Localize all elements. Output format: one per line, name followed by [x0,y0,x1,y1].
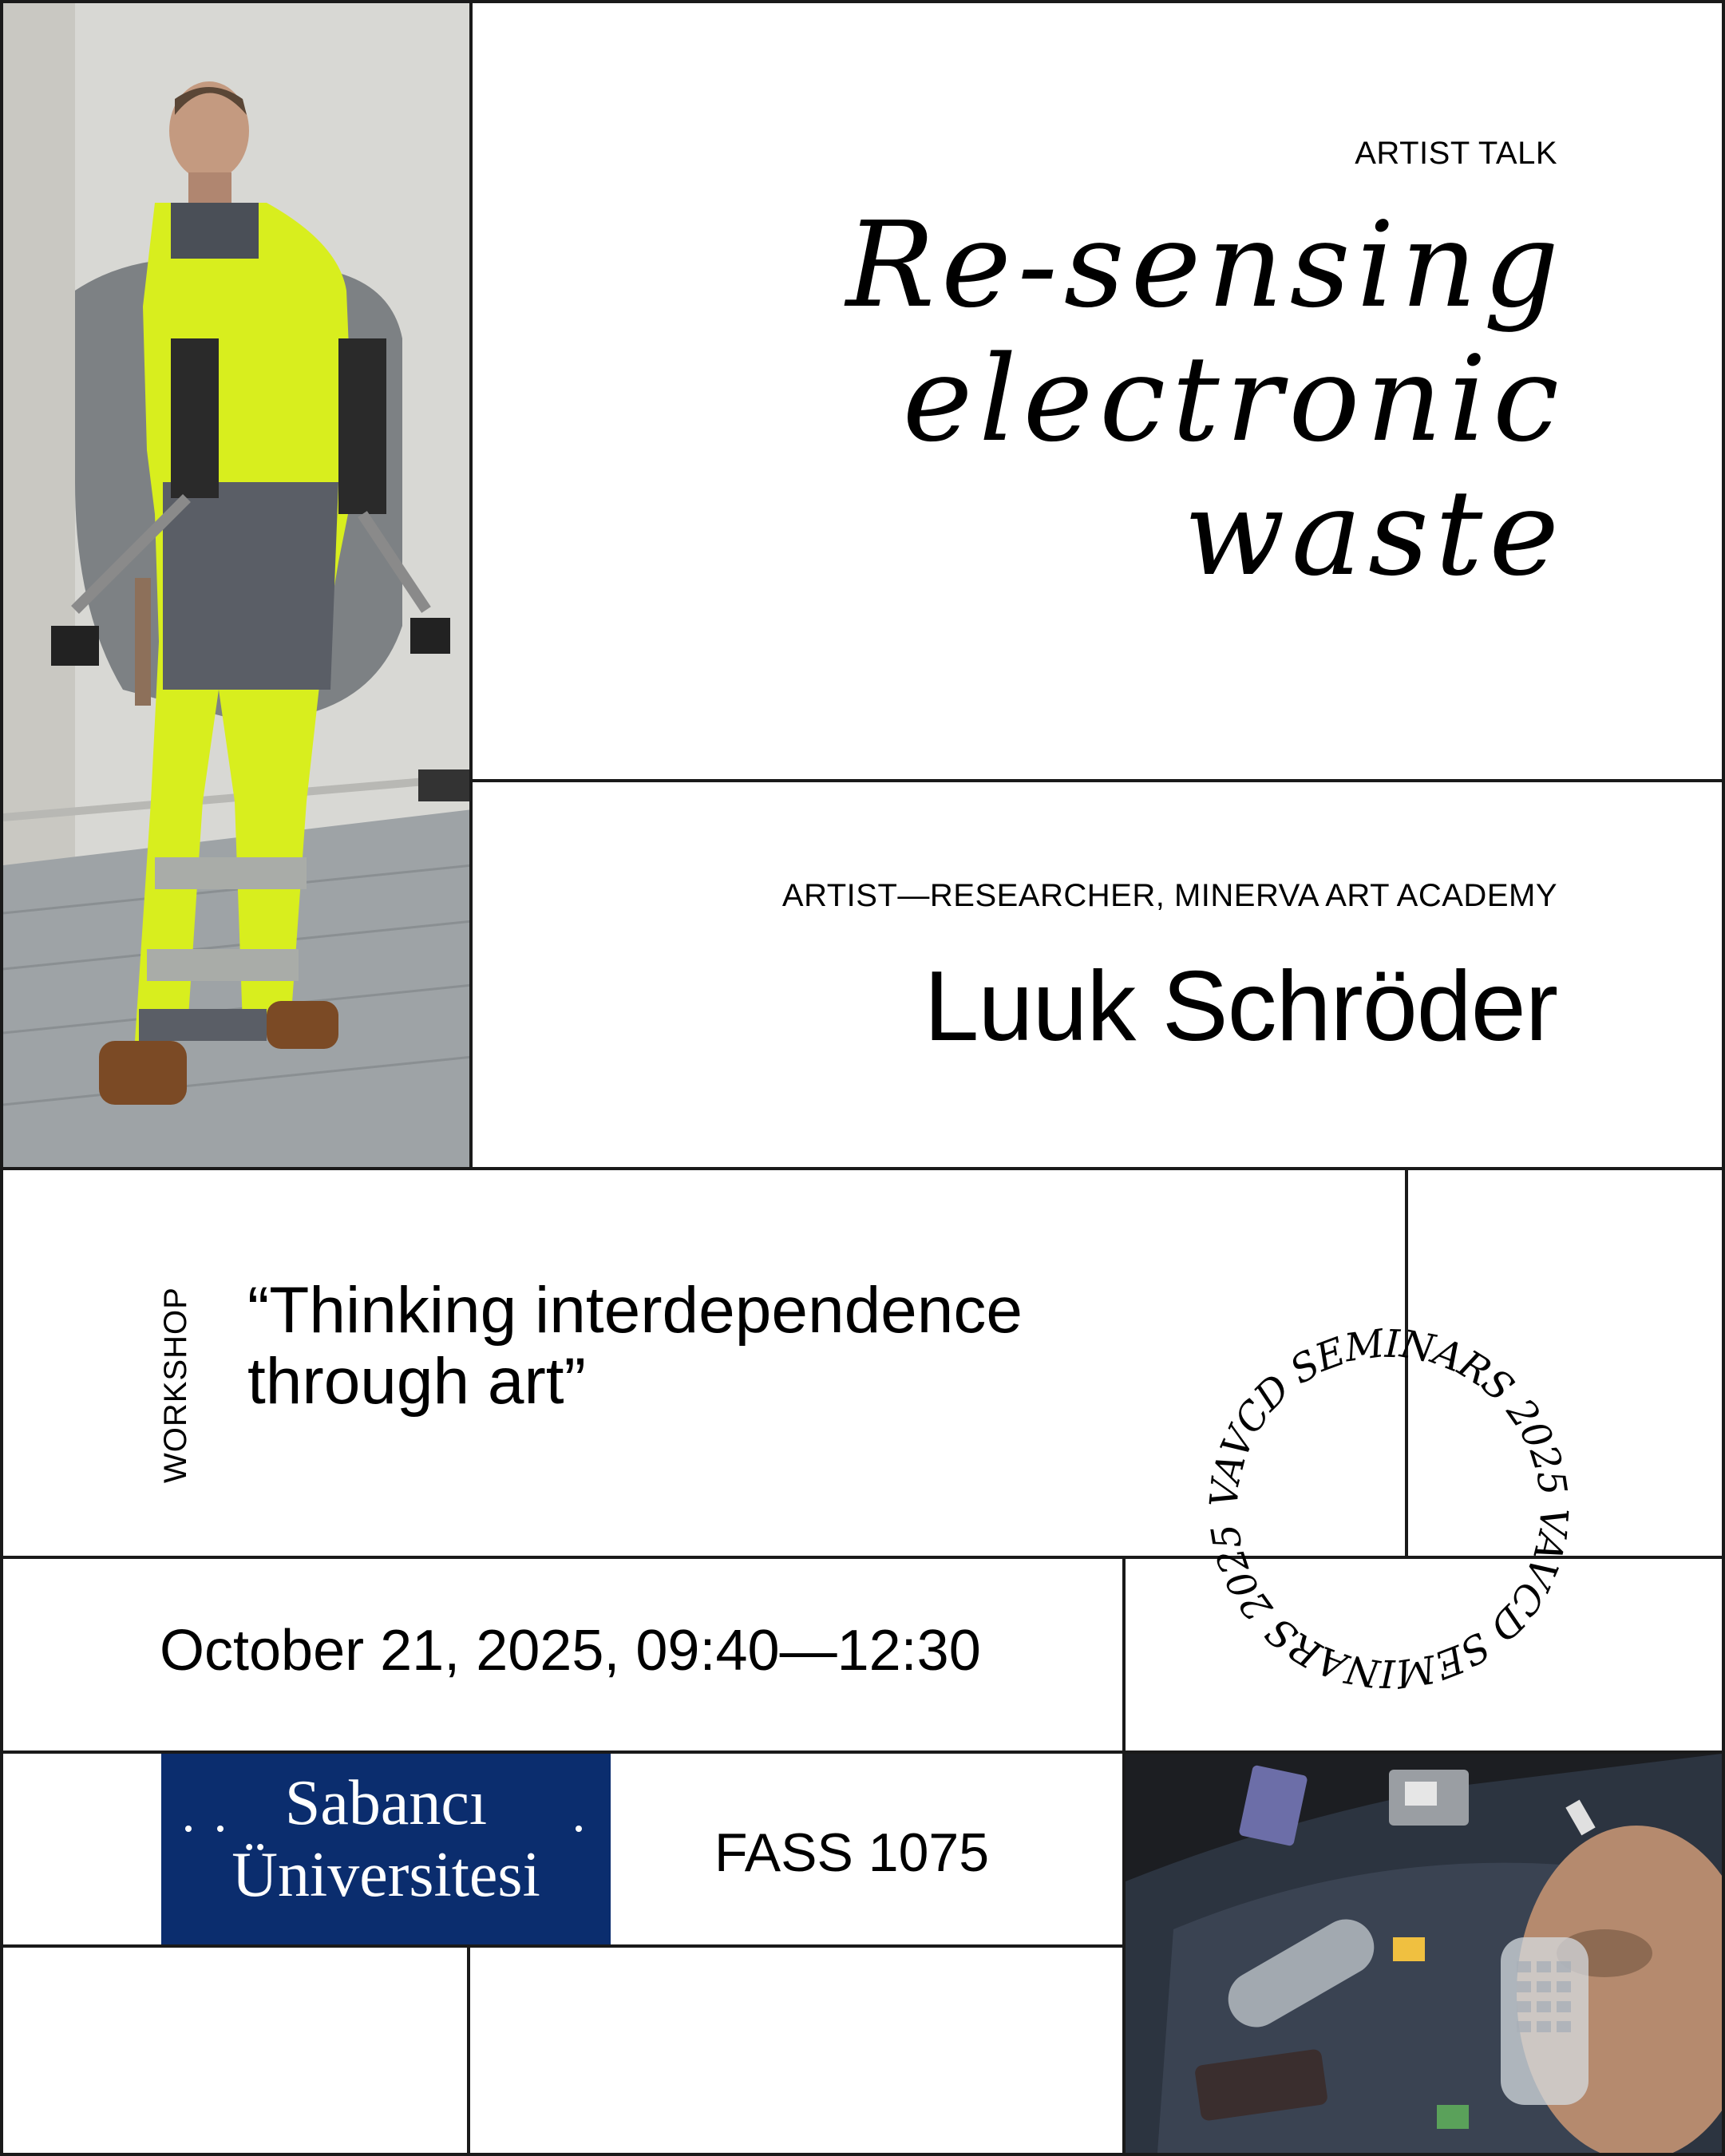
divider-photo-right [469,0,473,1169]
frame-right [1722,0,1725,2156]
sabanci-logo [161,1754,611,1944]
exoskeleton-suit-illustration [3,3,473,1169]
divider-logo-bottom [0,1944,1126,1948]
speaker-name: Luuk Schröder [924,951,1557,1062]
frame-top [0,0,1725,3]
photo-top-left [3,3,473,1169]
divider-bottom-cells [467,1944,470,2156]
logo-dot-left-1 [185,1826,192,1832]
photo-bottom-right [1126,1754,1722,2153]
frame-left [0,0,3,2156]
talk-title-line-1: Re-sensing [845,196,1565,334]
divider-title-speaker [469,779,1725,782]
event-date-time: October 21, 2025, 09:40—12:30 [160,1619,981,1683]
talk-category: ARTIST TALK [1355,136,1557,171]
logo-dot-left-2 [217,1826,224,1832]
workshop-title [247,1276,1023,1417]
frame-bottom [0,2153,1725,2156]
workshop-title-line-1: “Thinking interdependence [247,1274,1023,1347]
logo-dot-right [576,1826,582,1832]
seminars-seal [1189,1309,1589,1708]
seal-text: VAVCD SEMINARS 2025 VAVCD SEMINARS 2025 [1201,1320,1577,1697]
event-room: FASS 1075 [714,1822,990,1883]
logo-line-2: Üniversitesi [231,1840,540,1910]
divider-speaker-workshop [0,1167,1725,1170]
workshop-title-line-2: through art” [247,1344,586,1418]
talk-title-line-3: waste [1184,465,1565,602]
workshop-label: WORKSHOP [158,1287,193,1483]
speaker-affiliation: ARTIST—RESEARCHER, MINERVA ART ACADEMY [781,878,1557,913]
talk-title [845,196,1565,602]
talk-title-line-2: electronic [902,330,1565,468]
divider-date-right [1122,1556,1126,2156]
seal-graphic [1189,1309,1589,1708]
logo-line-1: Sabancı [284,1768,488,1838]
e-waste-face-illustration [1126,1754,1722,2153]
